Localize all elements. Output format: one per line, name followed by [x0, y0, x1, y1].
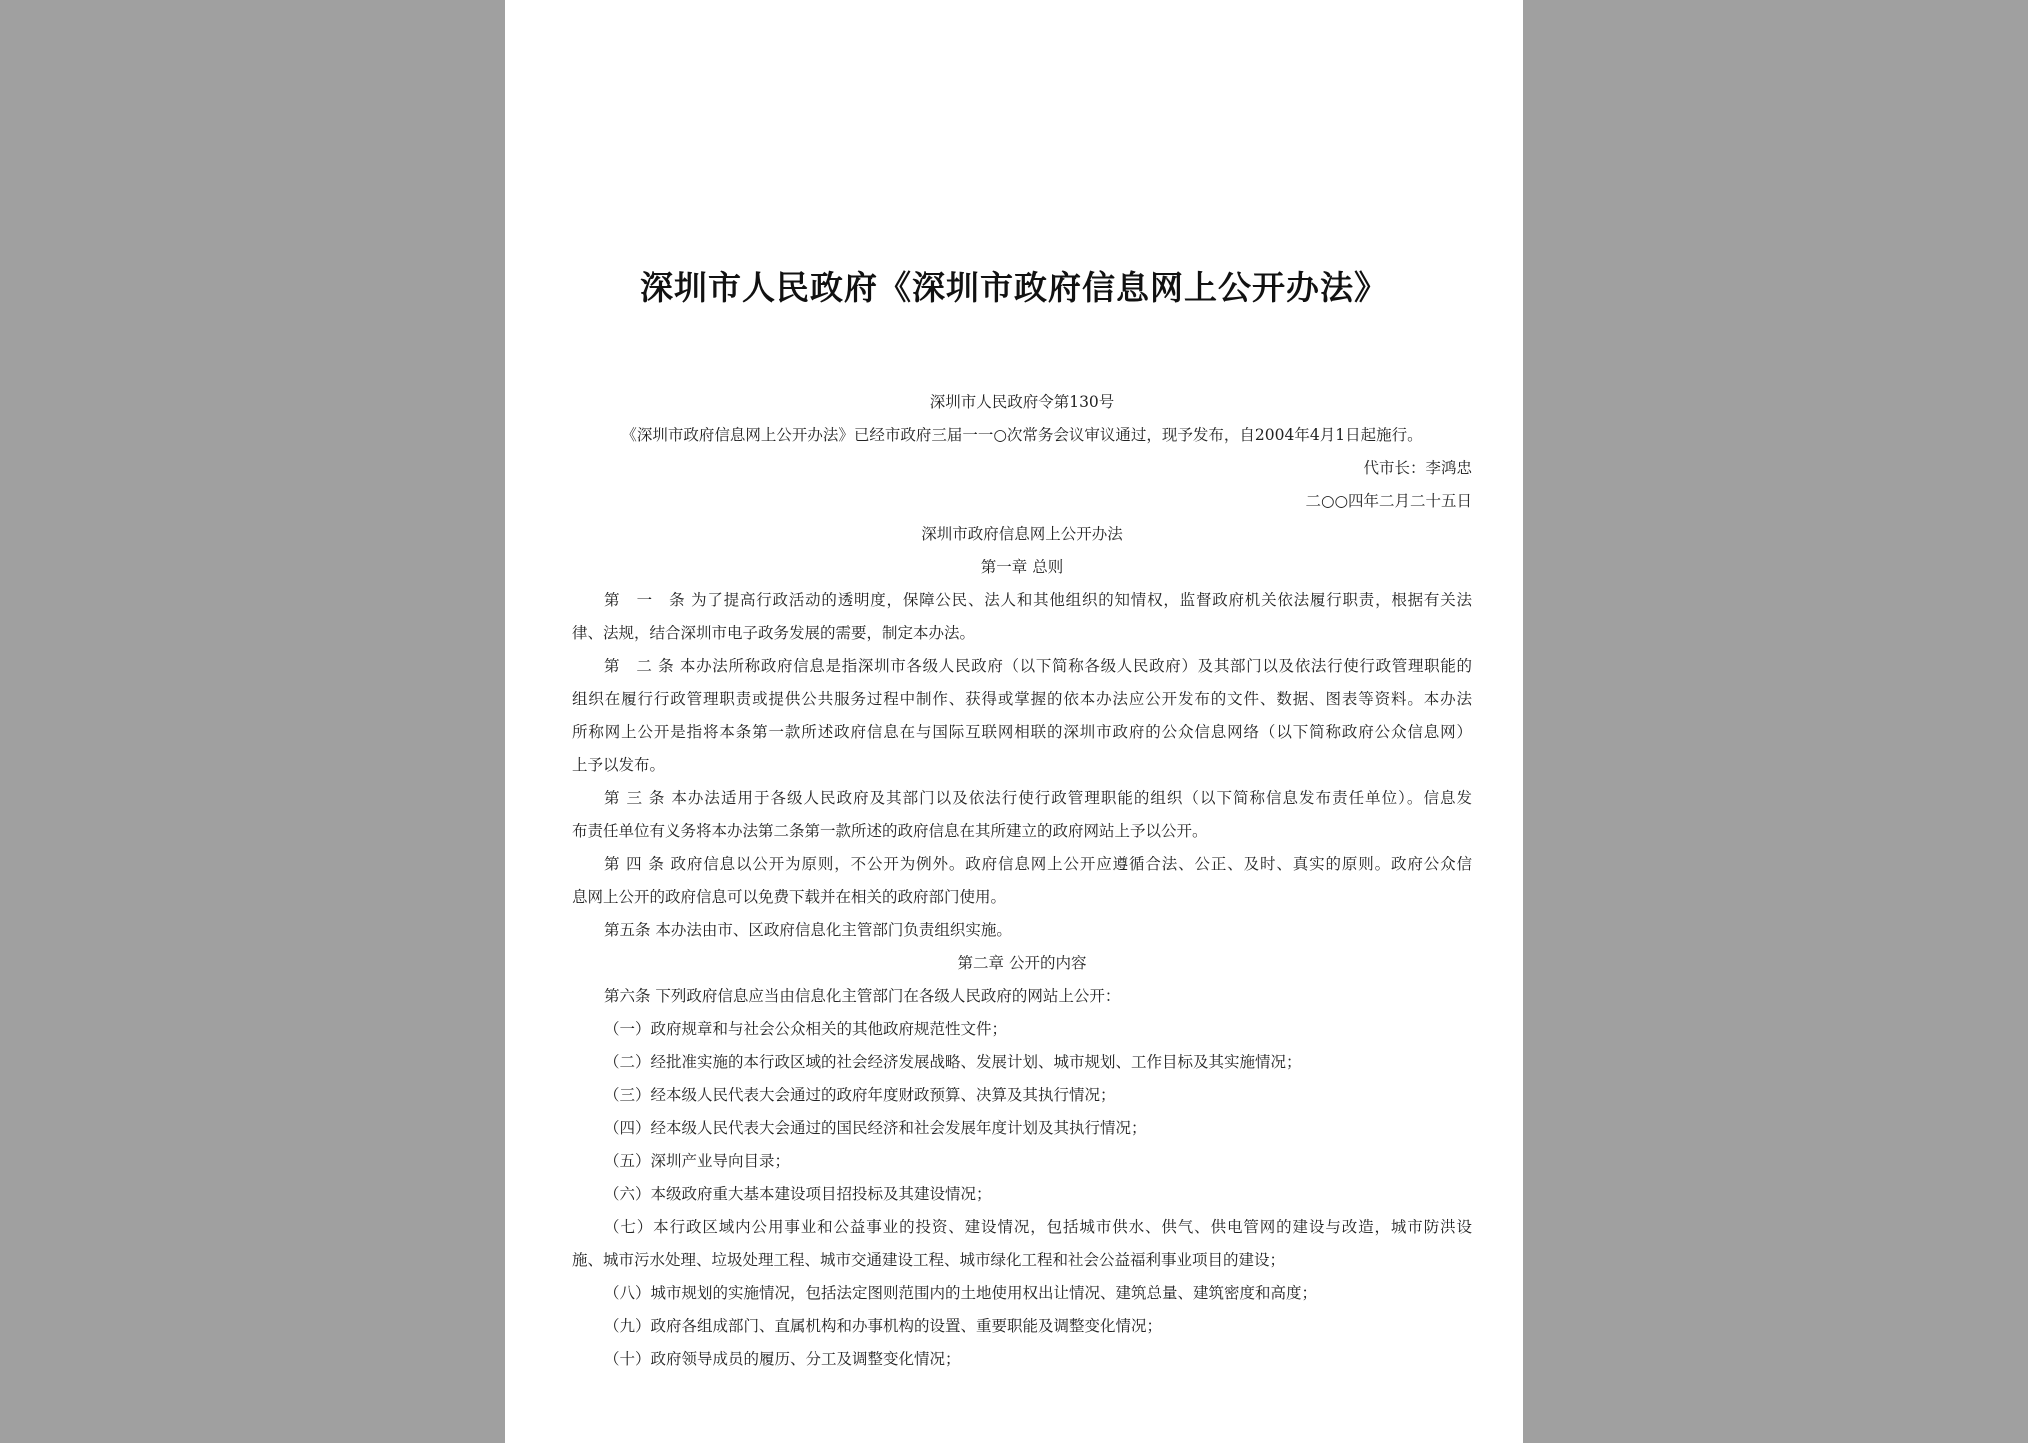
- article-1-line: 第 一 条 为了提高行政活动的透明度，保障公民、法人和其他组织的知情权，监督政府机关依法履行职责，根据有关法: [604, 591, 1472, 609]
- list-item: （八）城市规划的实施情况，包括法定图则范围内的土地使用权出让情况、建筑总量、建筑密度和高度；: [604, 1284, 1318, 1302]
- list-item: （三）经本级人民代表大会通过的政府年度财政预算、决算及其执行情况；: [604, 1086, 1116, 1104]
- law-title: 深圳市政府信息网上公开办法: [921, 525, 1123, 543]
- list-item: （九）政府各组成部门、直属机构和办事机构的设置、重要职能及调整变化情况；: [604, 1317, 1163, 1335]
- list-item: （二）经批准实施的本行政区域的社会经济发展战略、发展计划、城市规划、工作目标及其实施情况；: [604, 1053, 1302, 1071]
- document-body: [572, 386, 1472, 1376]
- document-page: [505, 0, 1523, 1443]
- list-item: （十）政府领导成员的履历、分工及调整变化情况；: [604, 1350, 961, 1368]
- article-1-line: 律、法规，结合深圳市电子政务发展的需要，制定本办法。: [572, 624, 976, 642]
- list-item: （一）政府规章和与社会公众相关的其他政府规范性文件；: [604, 1020, 1008, 1038]
- article-6: 第六条 下列政府信息应当由信息化主管部门在各级人民政府的网站上公开：: [604, 987, 1121, 1005]
- article-2-line: 第 二 条 本办法所称政府信息是指深圳市各级人民政府（以下简称各级人民政府）及其部门以及依法行使行政管理职能的: [604, 657, 1472, 675]
- order-number: 深圳市人民政府令第130号: [929, 393, 1115, 411]
- list-item: 施、城市污水处理、垃圾处理工程、城市交通建设工程、城市绿化工程和社会公益福利事业项目的建设；: [572, 1251, 1286, 1269]
- article-5: 第五条 本办法由市、区政府信息化主管部门负责组织实施。: [604, 921, 1012, 939]
- article-4-line: 息网上公开的政府信息可以免费下载并在相关的政府部门使用。: [572, 888, 1007, 906]
- article-3-line: 布责任单位有义务将本办法第二条第一款所述的政府信息在其所建立的政府网站上予以公开。: [572, 822, 1208, 840]
- article-3-line: 第 三 条 本办法适用于各级人民政府及其部门以及依法行使行政管理职能的组织（以下简称信息发布责任单位）。信息发: [604, 789, 1472, 807]
- signatory: 代市长：李鸿忠: [1363, 459, 1472, 477]
- issue-date: 二○○四年二月二十五日: [1305, 492, 1472, 510]
- promulgation-text: 《深圳市政府信息网上公开办法》已经市政府三届一一○次常务会议审议通过，现予发布，自2004年4月1日起施行。: [621, 426, 1423, 444]
- article-4-line: 第 四 条 政府信息以公开为原则，不公开为例外。政府信息网上公开应遵循合法、公正、及时、真实的原则。政府公众信: [604, 855, 1472, 873]
- list-item: （四）经本级人民代表大会通过的国民经济和社会发展年度计划及其执行情况；: [604, 1119, 1147, 1137]
- list-item: （五）深圳产业导向目录；: [604, 1152, 791, 1170]
- article-2-line: 组织在履行行政管理职责或提供公共服务过程中制作、获得或掌握的依本办法应公开发布的文件、数据、图表等资料。本办法: [572, 690, 1472, 708]
- chapter-heading: 第一章 总则: [980, 558, 1064, 576]
- list-item: （六）本级政府重大基本建设项目招投标及其建设情况；: [604, 1185, 992, 1203]
- list-item: （七）本行政区域内公用事业和公益事业的投资、建设情况，包括城市供水、供气、供电管网的建设与改造，城市防洪设: [604, 1218, 1472, 1236]
- document-title: 深圳市人民政府《深圳市政府信息网上公开办法》: [640, 268, 1388, 307]
- article-2-line: 上予以发布。: [572, 756, 666, 774]
- chapter-heading: 第二章 公开的内容: [957, 954, 1087, 972]
- article-2-line: 所称网上公开是指将本条第一款所述政府信息在与国际互联网相联的深圳市政府的公众信息网络（以下简称政府公众信息网）: [572, 723, 1472, 741]
